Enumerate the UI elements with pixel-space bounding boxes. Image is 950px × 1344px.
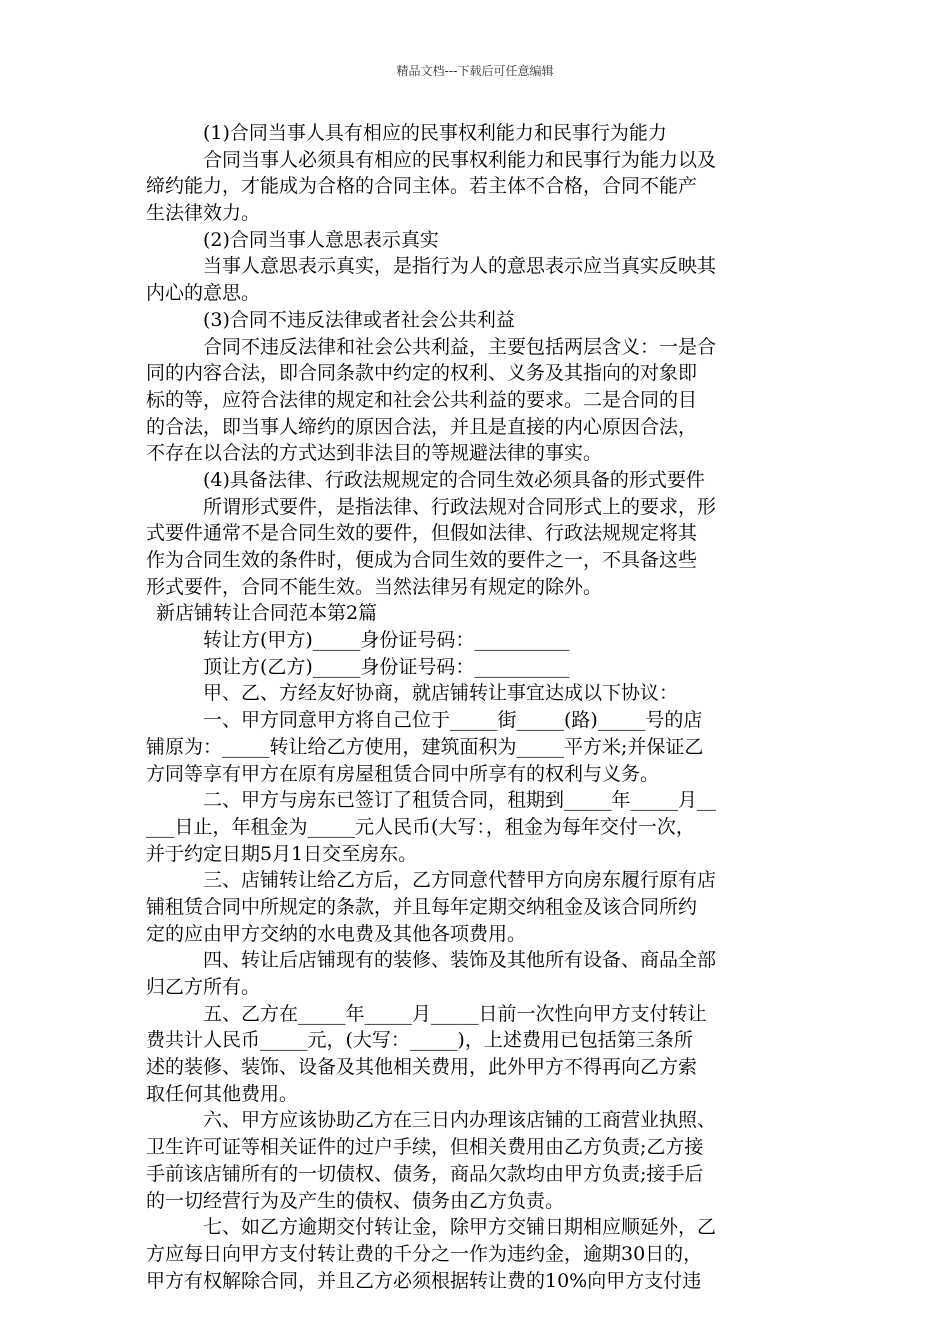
text-line: 七、如乙方逾期交付转让金，除甲方交铺日期相应顺延外，乙 (203, 1216, 717, 1239)
text-line: 形式要件，合同不能生效。当然法律另有规定的除外。 (146, 575, 603, 598)
text-line: 六、甲方应该协助乙方在三日内办理该店铺的工商营业执照、 (203, 1109, 717, 1132)
section-heading: 新店铺转让合同范本第2篇 (156, 602, 378, 625)
text-line: 的合法，即当事人缔约的原因合法，并且是直接的内心原因合法， (146, 415, 698, 438)
text-line: 铺原为：_____转让给乙方使用，建筑面积为_____平方米;并保证乙 (146, 735, 704, 758)
text-line: 三、店铺转让给乙方后，乙方同意代替甲方向房东履行原有店 (203, 869, 717, 892)
text-line: 四、转让后店铺现有的装修、装饰及其他所有设备、商品全部 (203, 949, 717, 972)
page-header: 精品文档---下载后可任意编辑 (396, 64, 554, 78)
text-line: 甲、乙、方经友好协商，就店铺转让事宜达成以下协议： (203, 682, 679, 705)
text-line: 的一切经营行为及产生的债权、债务由乙方负责。 (146, 1189, 565, 1212)
text-line: 手前该店铺所有的一切债权、债务，商品欠款均由甲方负责;接手后 (146, 1162, 704, 1185)
text-line: 述的装修、装饰、设备及其他相关费用，此外甲方不得再向乙方索 (146, 1056, 698, 1079)
text-line: 方同等享有甲方在原有房屋租赁合同中所享有的权利与义务。 (146, 762, 660, 785)
text-line: 缔约能力，才能成为合格的合同主体。若主体不合格，合同不能产 (146, 175, 698, 198)
text-line: 转让方(甲方)_____身份证号码：__________ (203, 629, 570, 652)
text-line: (3)合同不违反法律或者社会公共利益 (203, 308, 515, 331)
text-line: 方应每日向甲方支付转让费的千分之一作为违约金，逾期30日的， (146, 1242, 703, 1265)
text-line: 费共计人民币_____元，(大写：_____)，上述费用已包括第三条所 (146, 1029, 693, 1052)
text-line: 标的等，应符合法律的规定和社会公共利益的要求。二是合同的目 (146, 388, 698, 411)
text-line: 取任何其他费用。 (146, 1082, 299, 1105)
text-line: 卫生许可证等相关证件的过户手续，但相关费用由乙方负责;乙方接 (146, 1136, 704, 1159)
text-line: 定的应由甲方交纳的水电费及其他各项费用。 (146, 922, 527, 945)
text-line: (2)合同当事人意思表示真实 (203, 228, 439, 251)
text-line: (1)合同当事人具有相应的民事权利能力和民事行为能力 (203, 122, 667, 144)
text-line: 甲方有权解除合同，并且乙方必须根据转让费的10%向甲方支付违 (146, 1269, 702, 1292)
text-line: (4)具备法律、行政法规规定的合同生效必须具备的形式要件 (203, 468, 705, 491)
text-line: 合同不违反法律和社会公共利益，主要包括两层含义：一是合 (203, 335, 717, 358)
text-line: 内心的意思。 (146, 282, 261, 305)
text-line: 合同当事人必须具有相应的民事权利能力和民事行为能力以及 (203, 148, 717, 171)
text-line: 并于约定日期5月1日交至房东。 (146, 842, 418, 865)
text-line: 二、甲方与房东已签订了租赁合同，租期到_____年_____月__ (203, 789, 717, 812)
text-line: ___日止，年租金为_____元人民币(大写：，租金为每年交付一次， (146, 815, 695, 838)
text-line: 同的内容合法，即合同条款中约定的权利、义务及其指向的对象即 (146, 362, 698, 385)
text-line: 所谓形式要件，是指法律、行政法规对合同形式上的要求，形 (203, 495, 717, 518)
text-line: 作为合同生效的条件时，便成为合同生效的要件之一，不具备这些 (146, 549, 698, 571)
text-line: 铺租赁合同中所规定的条款，并且每年定期交纳租金及该合同所约 (146, 895, 698, 918)
document-body (146, 120, 810, 1294)
text-line: 归乙方所有。 (146, 976, 261, 998)
text-line: 五、乙方在_____年_____月_____日前一次性向甲方支付转让 (203, 1002, 707, 1025)
text-line: 不存在以合法的方式达到非法目的等规避法律的事实。 (146, 442, 603, 465)
text-line: 式要件通常不是合同生效的要件，但假如法律、行政法规规定将其 (146, 522, 698, 545)
text-line: 当事人意思表示真实，是指行为人的意思表示应当真实反映其 (203, 255, 717, 278)
text-line: 生法律效力。 (146, 202, 261, 225)
text-line: 一、甲方同意甲方将自己位于_____街_____(路)_____号的店 (203, 709, 703, 732)
text-line: 顶让方(乙方)_____身份证号码：__________ (203, 655, 570, 678)
